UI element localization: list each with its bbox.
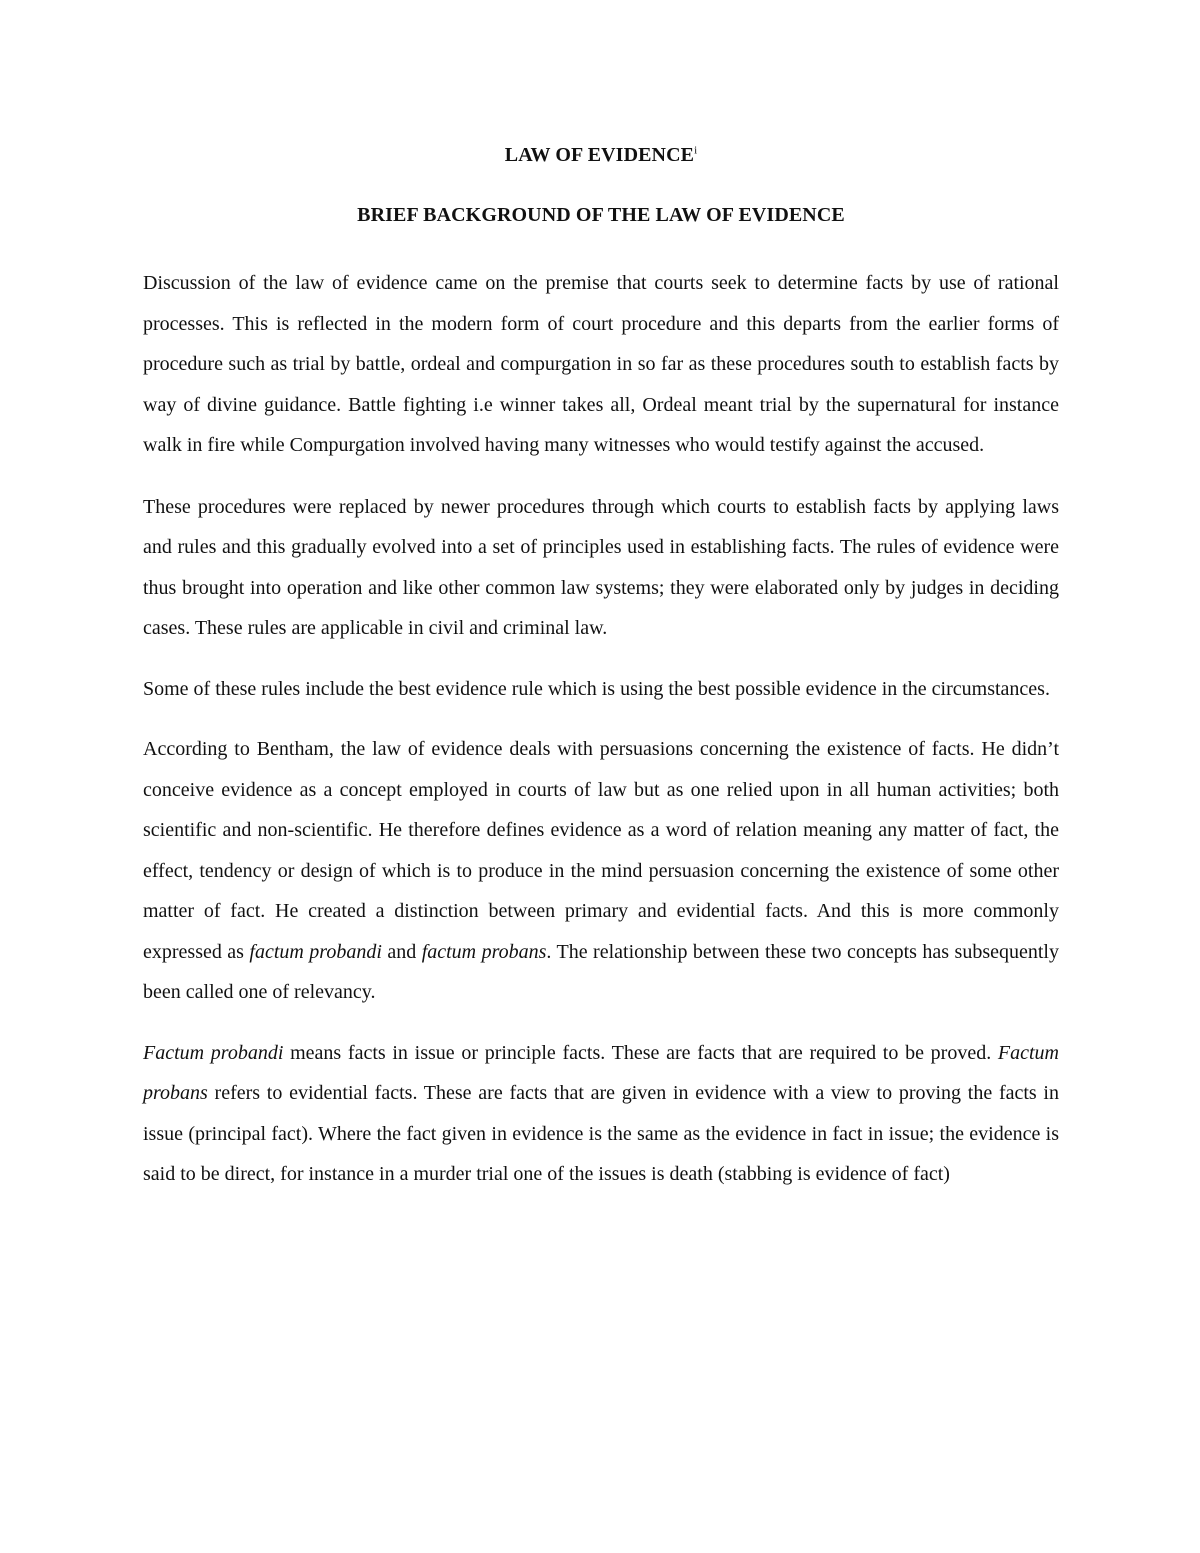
definitions-text-1: means facts in issue or principle facts. These are facts that are required to be proved.: [283, 1041, 998, 1064]
paragraph-discussion: Discussion of the law of evidence came on the premise that courts seek to determine facts by use of rational processes. This is reflected in the modern form of court procedure and this departs from the earlier forms of procedure such as trial by battle, ordeal and compurgation in so far as these procedures south to establish facts by way of divine guidance. Battle fighting i.e winner takes all, Ordeal meant trial by the supernatural for instance walk in fire while Compurgation involved having many witnesses who would testify against the accused.: [143, 272, 1059, 456]
definitions-text-2: refers to evidential facts. These are facts that are given in evidence with a view to proving the facts in issue (principal fact). Where the fact given in evidence is the same as the evidence in fact in issue; the evidence is said to be direct, for instance in a murder trial one of the issues is death (stabbing is evidence of fact): [143, 1082, 1059, 1185]
term-factum-probandi: factum probandi: [249, 940, 382, 963]
section-heading: BRIEF BACKGROUND OF THE LAW OF EVIDENCE: [357, 204, 845, 226]
document-title: [143, 140, 1059, 170]
paragraph-definitions: [143, 1033, 1059, 1195]
bentham-text-1: According to Bentham, the law of evidence deals with persuasions concerning the existence of facts. He didn’t conceive evidence as a concept employed in courts of law but as one relied upon in all human activities; both scientific and non-scientific. He therefore defines evidence as a word of relation meaning any matter of fact, the effect, tendency or design of which is to produce in the mind persuasion concerning the existence of some other matter of fact. He created a distinction between primary and evidential facts. And this is more commonly expressed as: [143, 738, 1059, 963]
footnote-reference[interactable]: i: [694, 144, 698, 157]
document-body: [143, 140, 1059, 1195]
title-text: LAW OF EVIDENCE: [504, 144, 695, 166]
bentham-text-3: . The relationship between these two concepts has subsequently been called one of relevancy.: [143, 940, 1059, 1003]
term-factum-probans: factum probans: [421, 940, 547, 963]
term-factum-probans-inline: Factum probans: [143, 1041, 1059, 1104]
paragraph-bentham: [143, 729, 1059, 1013]
paragraph-procedures: These procedures were replaced by newer procedures through which courts to establish facts by applying laws and rules and this gradually evolved into a set of principles used in establishing facts. The rules of evidence were thus brought into operation and like other common law systems; they were elaborated only by judges in deciding cases. These rules are applicable in civil and criminal law.: [143, 495, 1059, 639]
bentham-text-2: and: [381, 940, 422, 963]
paragraph-best-evidence: Some of these rules include the best evidence rule which is using the best possible evidence in the circumstances.: [143, 677, 1050, 700]
term-factum-probandi-lead: Factum probandi: [143, 1041, 284, 1064]
